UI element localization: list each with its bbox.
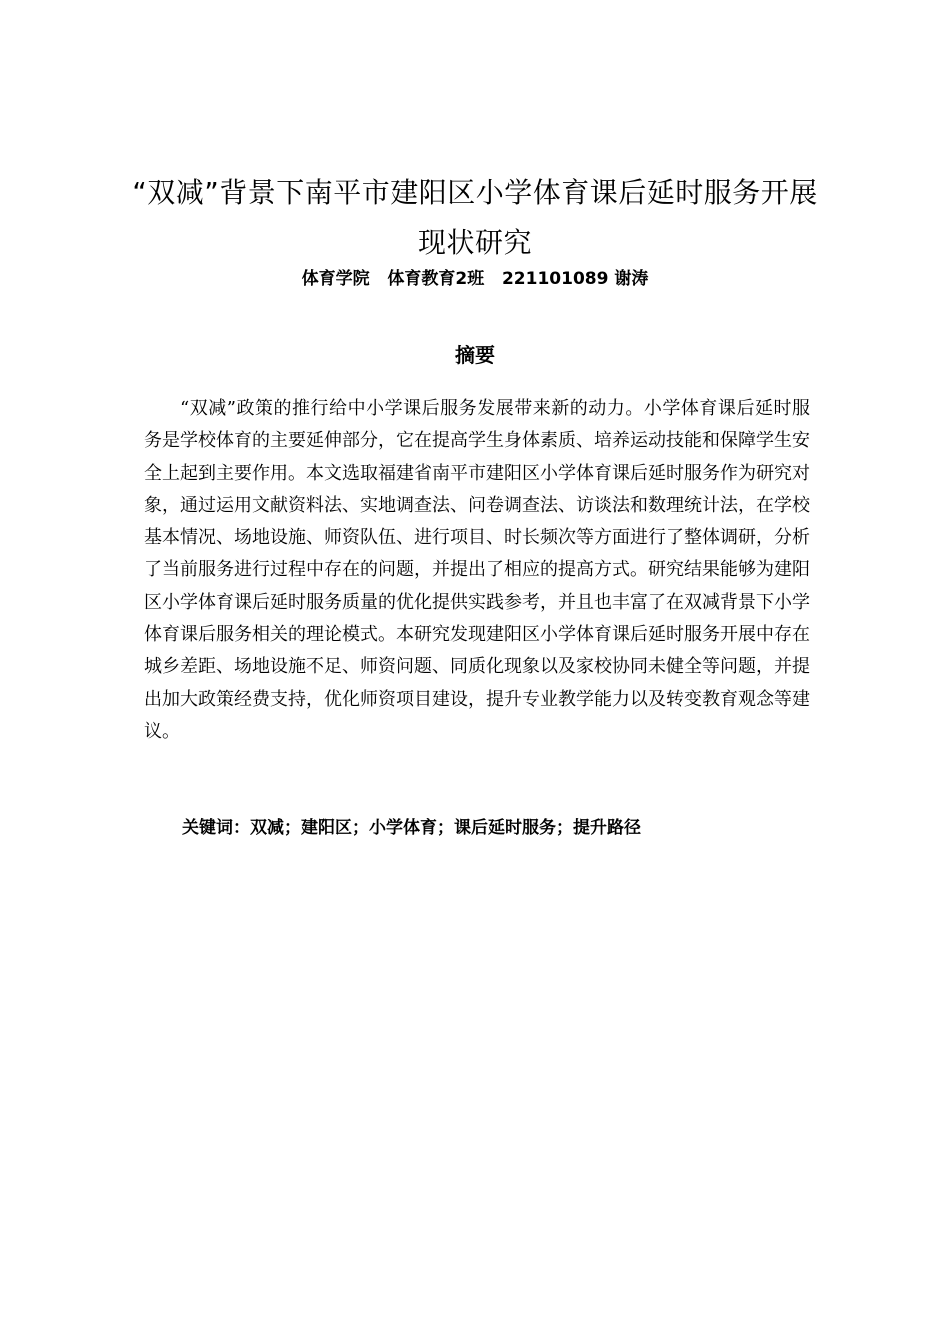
keywords-line: 关键词：双减；建阳区；小学体育；课后延时服务；提升路径 <box>182 818 641 838</box>
author-line: 体育学院 体育教育2班 221101089 谢涛 <box>301 269 649 289</box>
paper-title: “双减”背景下南平市建阳区小学体育课后延时服务开展现状研究 <box>132 176 818 259</box>
abstract-body: “双减”政策的推行给中小学课后服务发展带来新的动力。小学体育课后延时服务是学校体育的主要延伸部分，它在提高学生身体素质、培养运动技能和保障学生安全上起到主要作用。本文选取福建省南平市建阳区小学体育课后延时服务作为研究对象，通过运用文献资料法、实地调查法、问卷调查法、访谈法和数理统计法，在学校基本情况、场地设施、师资队伍、进行项目、时长频次等方面进行了整体调研，分析了当前服务进行过程中存在的问题，并提出了相应的提高方式。研究结果能够为建阳区小学体育课后延时服务质量的优化提供实践参考，并且也丰富了在双减背景下小学体育课后服务相关的理论模式。本研究发现建阳区小学体育课后延时服务开展中存在城乡差距、场地设施不足、师资问题、同质化现象以及家校协同未健全等问题，并提出加大政策经费支持，优化师资项目建设，提升专业教学能力以及转变教育观念等建议。 <box>144 398 810 742</box>
abstract-heading: 摘要 <box>455 343 495 367</box>
